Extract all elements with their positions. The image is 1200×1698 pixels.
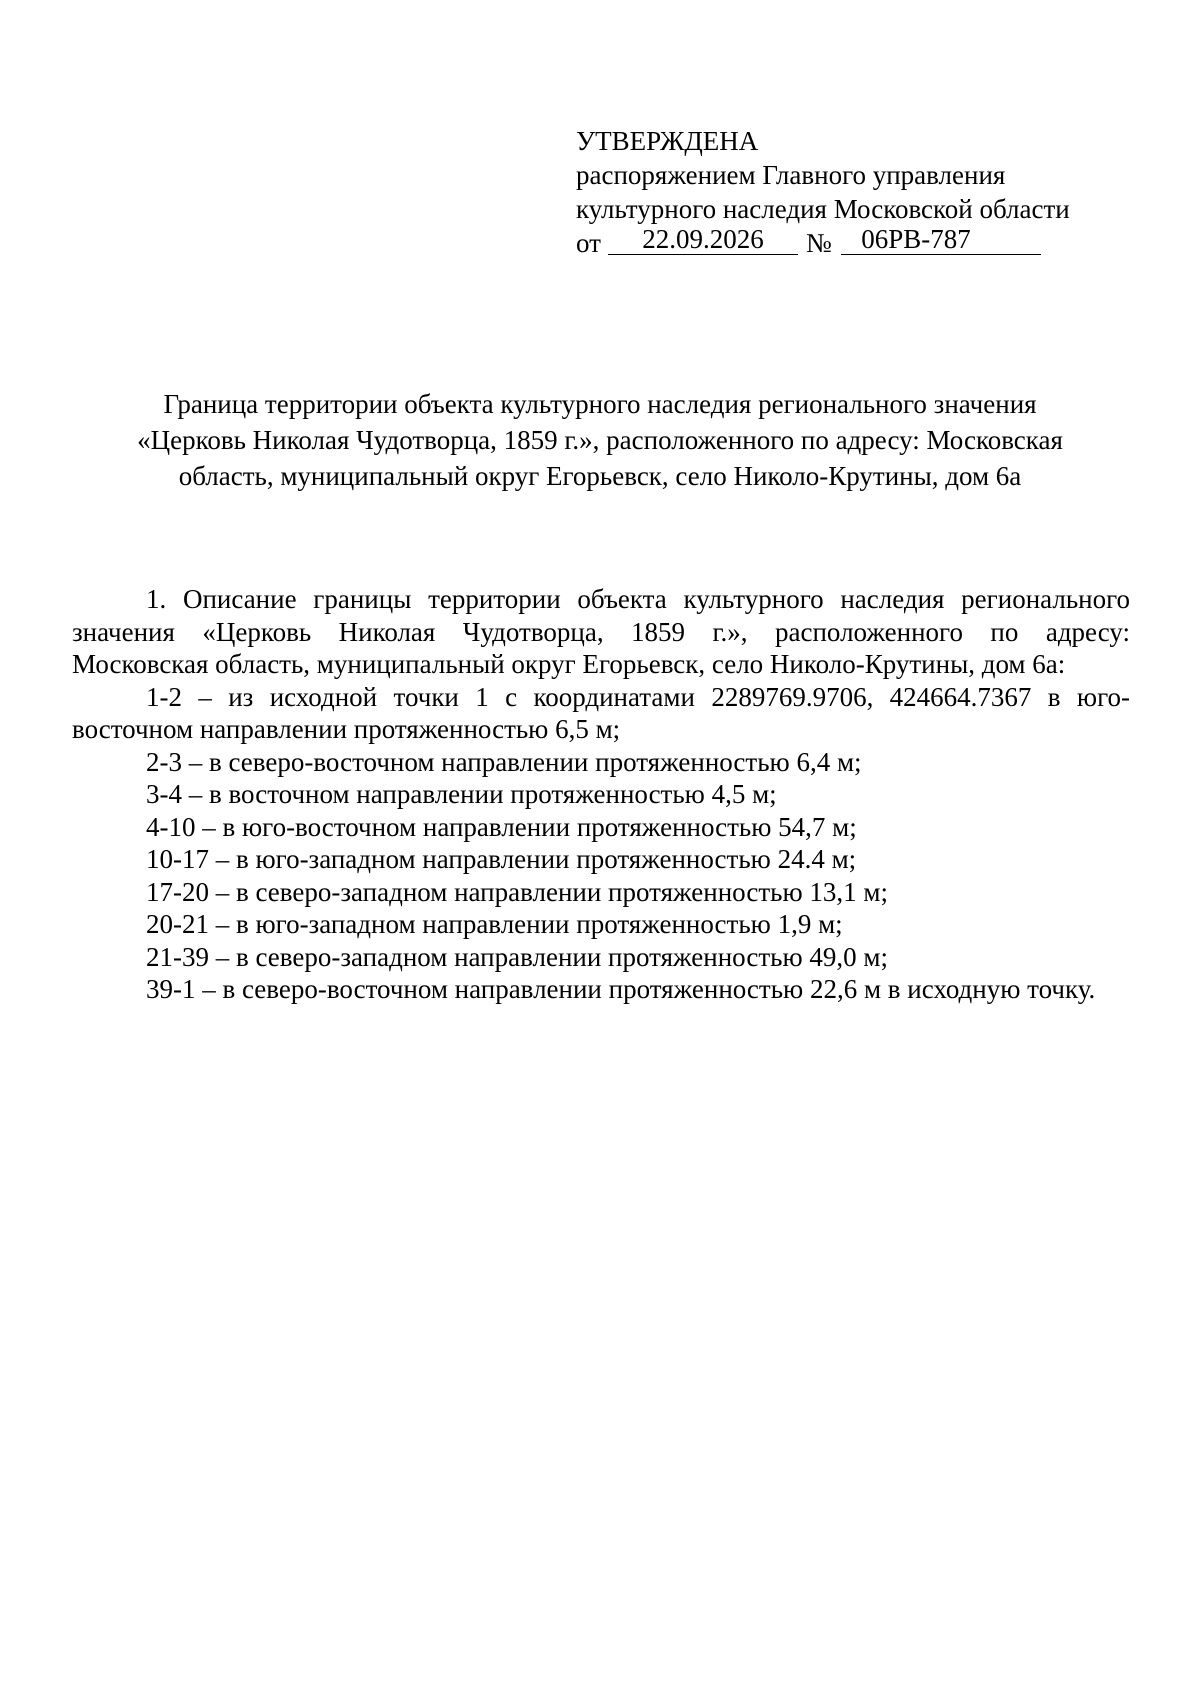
approval-date-number-row	[576, 226, 1096, 260]
segment-17-20: 17-20 – в северо-западном направлении протяженностью 13,1 м;	[146, 876, 888, 907]
segment-3-4: 3-4 – в восточном направлении протяженностью 4,5 м;	[146, 779, 777, 809]
section1-line-2: значения «Церковь Николая Чудотворца, 1859 г.», расположенного по адресу:	[72, 616, 1130, 647]
date-value: 22.09.2026	[642, 224, 764, 254]
title-line-3: область, муниципальный округ Егорьевск, село Николо-Крутины, дом 6а	[178, 461, 1022, 491]
approval-block	[576, 124, 1096, 260]
segment-1-2-line-2: восточном направлении протяженностью 6,5 м;	[72, 714, 621, 744]
approval-heading: УТВЕРЖДЕНА	[576, 126, 759, 156]
segment-39-1: 39-1 – в северо-восточном направлении протяженностью 22,6 м в исходную точку.	[146, 974, 1096, 1004]
number-value: 06РВ-787	[861, 224, 971, 254]
segment-4-10: 4-10 – в юго-восточном направлении протяженностью 54,7 м;	[146, 811, 857, 842]
title-line-1: Граница территории объекта культурного наследия регионального значения	[163, 389, 1037, 419]
number-label: №	[806, 228, 832, 258]
segment-10-17: 10-17 – в юго-западном направлении протяженностью 24.4 м;	[146, 844, 857, 874]
title-line-2: «Церковь Николая Чудотворца, 1859 г.», расположенного по адресу: Московская	[137, 425, 1063, 455]
document-title	[60, 386, 1140, 494]
boundary-description	[72, 583, 1130, 1006]
approval-authority-line-2: культурного наследия Московской области	[576, 194, 1070, 224]
approval-authority-line-1: распоряжением Главного управления	[576, 160, 1006, 190]
segment-21-39: 21-39 – в северо-западном направлении протяженностью 49,0 м;	[146, 941, 888, 972]
segment-1-2-line-1: 1-2 – из исходной точки 1 с координатами 2289769.9706, 424664.7367 в юго-	[146, 681, 1130, 712]
date-label: от	[576, 228, 601, 258]
section1-line-1: 1. Описание границы территории объекта культурного наследия регионального	[146, 584, 1130, 614]
segment-2-3: 2-3 – в северо-восточном направлении протяженностью 6,4 м;	[146, 746, 862, 777]
section1-line-3: Московская область, муниципальный округ Егорьевск, село Николо-Крутины, дом 6а:	[72, 649, 1066, 679]
segment-20-21: 20-21 – в юго-западном направлении протяженностью 1,9 м;	[146, 909, 843, 939]
